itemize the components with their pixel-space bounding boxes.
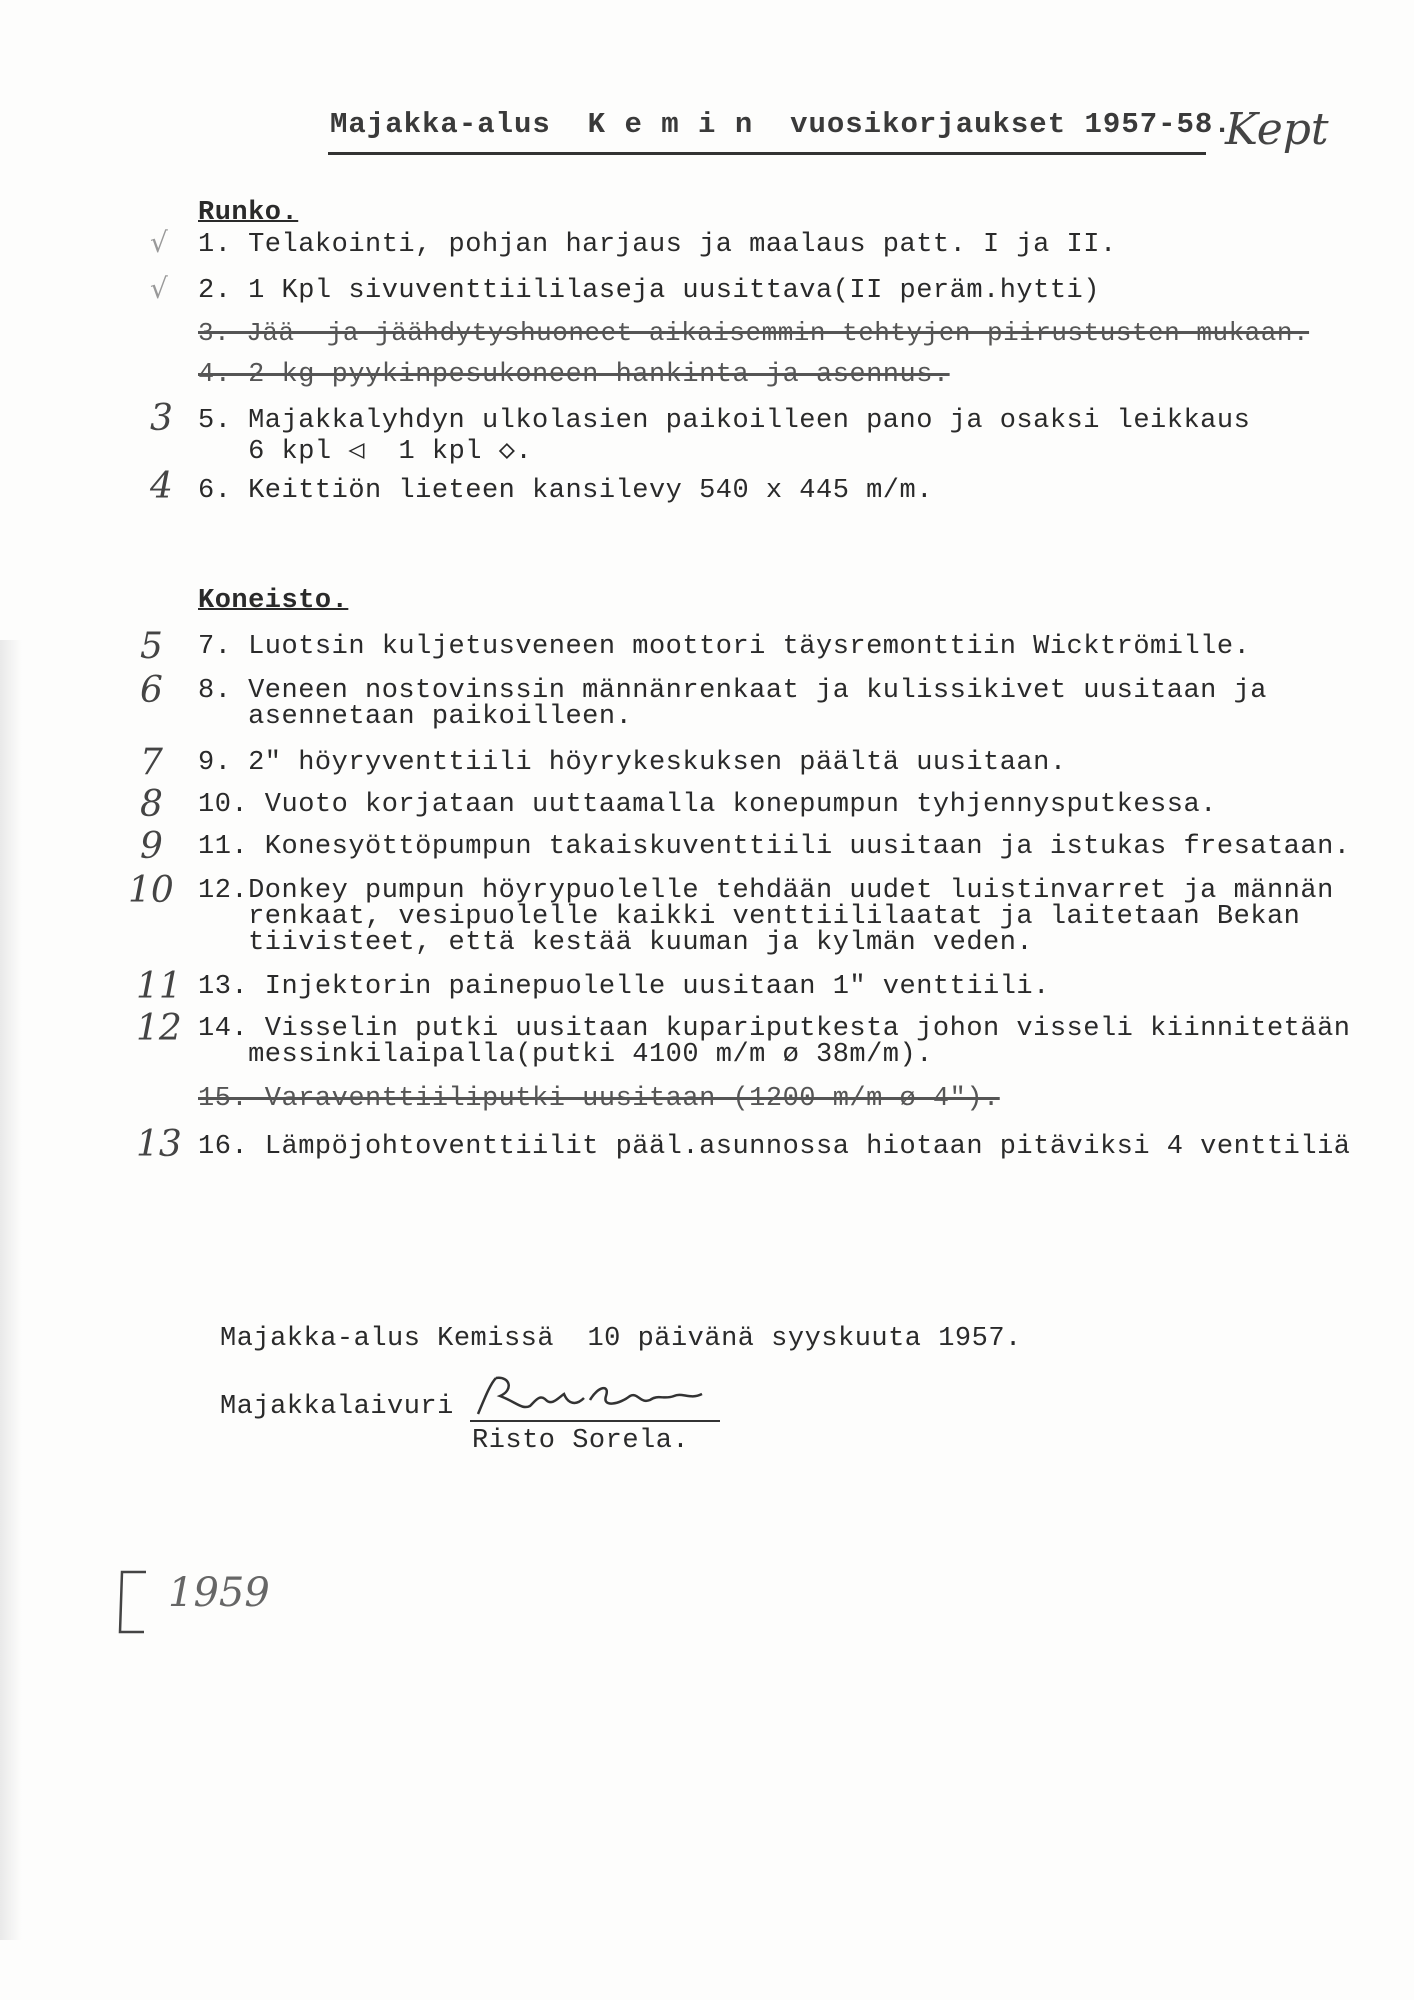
handwritten-number: 4 [150, 466, 173, 507]
list-item-continuation: renkaat, vesipuolelle kaikki venttiililaatat ja laitetaan Bekan [198, 902, 1301, 932]
handwritten-number: 13 [136, 1124, 182, 1165]
list-item-continuation: asennetaan paikoilleen. [198, 702, 633, 732]
handwritten-number: 11 [136, 966, 182, 1007]
handwritten-number: 6 [140, 670, 163, 711]
list-item: 12.Donkey pumpun höyrypuolelle tehdään uudet luistinvarret ja männän [198, 876, 1334, 906]
handwritten-number: 3 [150, 398, 173, 439]
signer-name: Risto Sorela. [472, 1426, 690, 1456]
list-item: 7. Luotsin kuljetusveneen moottori täysremonttiin Wicktrömille. [198, 632, 1251, 662]
list-item-continuation: tiivisteet, että kestää kuuman ja kylmän veden. [198, 928, 1034, 958]
list-item: 11. Konesyöttöpumpun takaiskuventtiili uusitaan ja istukas fresataan. [198, 832, 1351, 862]
list-item: 8. Veneen nostovinssin männänrenkaat ja kulissikivet uusitaan ja [198, 676, 1267, 706]
handwritten-number: 12 [136, 1008, 182, 1049]
signer-role: Majakkalaivuri [220, 1392, 454, 1422]
handwritten-archive-year: 1959 [168, 1570, 270, 1616]
section-heading-koneisto: Koneisto. [198, 586, 349, 616]
check-mark: √ [150, 272, 168, 305]
handwritten-title-note: Kept [1225, 104, 1329, 155]
list-item: 10. Vuoto korjataan uuttaamalla konepumpun tyhjennysputkessa. [198, 790, 1217, 820]
list-item: 5. Majakkalyhdyn ulkolasien paikoilleen pano ja osaksi leikkaus [198, 406, 1251, 436]
scan-edge-shadow [0, 640, 22, 1940]
handwritten-number: 8 [140, 784, 163, 825]
list-item: 6. Keittiön lieteen kansilevy 540 x 445 m/m. [198, 476, 933, 506]
list-item: 2. 1 Kpl sivuventtiililaseja uusittava(II peräm.hytti) [198, 276, 1100, 306]
list-item-struck: 3. Jää- ja jäähdytyshuoneet aikaisemmin tehtyjen piirustusten mukaan. [198, 318, 1310, 348]
list-item: 9. 2" höyryventtiili höyrykeskuksen päältä uusitaan. [198, 748, 1067, 778]
list-item-continuation: 6 kpl ◁ 1 kpl ◇. [198, 437, 533, 467]
list-item: 14. Visselin putki uusitaan kupariputkesta johon visseli kiinnitetään [198, 1014, 1351, 1044]
handwritten-number: 9 [140, 826, 163, 867]
list-item-struck: 15. Varaventtiiliputki uusitaan (1200 m/m ø 4"). [198, 1084, 1000, 1114]
list-item: 1. Telakointi, pohjan harjaus ja maalaus patt. I ja II. [198, 230, 1117, 260]
document-title: Majakka-alus K e m i n vuosikorjaukset 1957-58. [330, 108, 1232, 141]
list-item-continuation: messinkilaipalla(putki 4100 m/m ø 38m/m). [198, 1040, 933, 1070]
list-item: 16. Lämpöjohtoventtiilit pääl.asunnossa hiotaan pitäviksi 4 venttiliä [198, 1132, 1351, 1162]
list-item-struck: 4. 2 kg pyykinpesukoneen hankinta ja asennus. [198, 360, 950, 390]
handwritten-number: 7 [140, 742, 163, 783]
section-heading-runko: Runko. [198, 198, 299, 228]
check-mark: √ [150, 226, 168, 259]
handwritten-number: 10 [128, 870, 174, 911]
title-underline [328, 152, 1206, 155]
handwritten-signature [470, 1370, 720, 1422]
place-date-line: Majakka-alus Kemissä 10 päivänä syyskuuta 1957. [220, 1324, 1022, 1354]
handwritten-number: 5 [140, 626, 163, 667]
list-item: 13. Injektorin painepuolelle uusitaan 1" venttiili. [198, 972, 1050, 1002]
bracket-mark [112, 1568, 152, 1638]
